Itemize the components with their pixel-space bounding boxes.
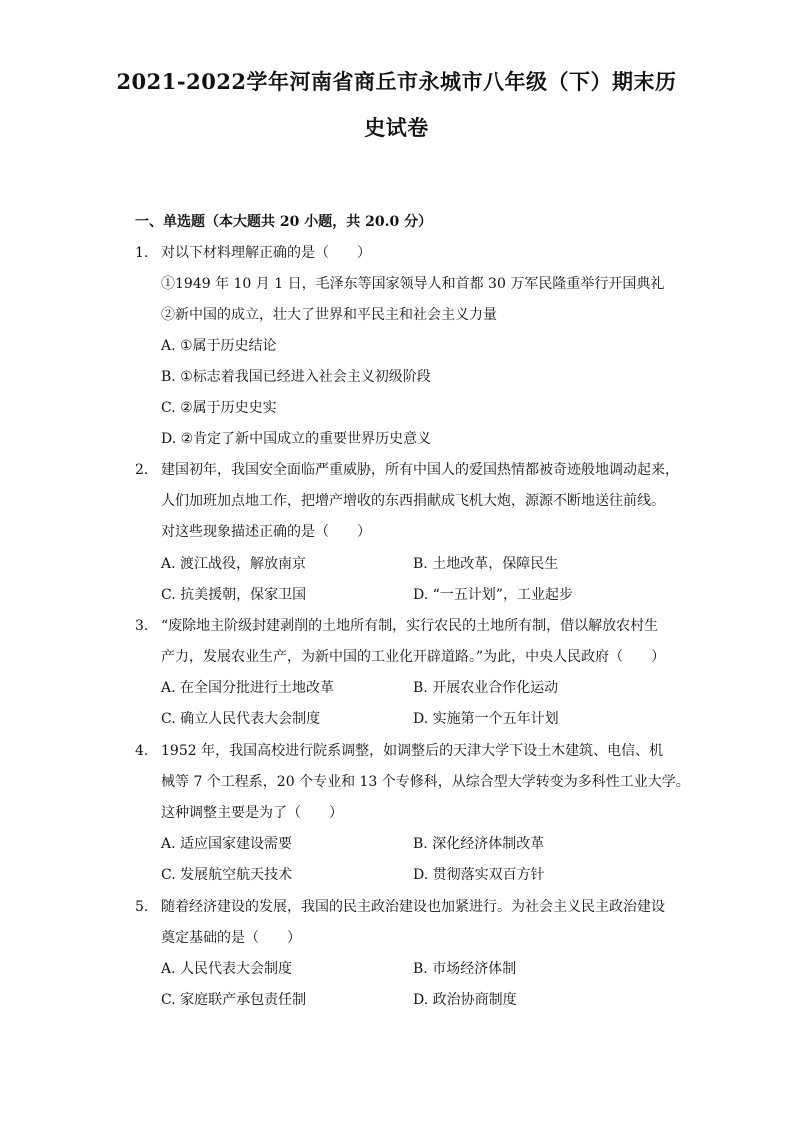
question-4-option-d: D. 贯彻落实双百方针 <box>413 867 545 883</box>
question-2-option-b: B. 土地改革，保障民生 <box>413 556 559 572</box>
question-4-number: 4. <box>135 743 149 759</box>
question-5-option-d: D. 政治协商制度 <box>413 992 517 1008</box>
question-4-option-a: A. 适应国家建设需要 <box>161 836 293 852</box>
question-1-option-b: B. ①标志着我国已经进入社会主义初级阶段 <box>161 369 431 385</box>
exam-title-line-1: 2021-2022学年河南省商丘市永城市八年级（下）期末历 <box>116 69 677 94</box>
question-1-stem: 对以下材料理解正确的是（ ） <box>161 245 371 261</box>
question-4-option-c: C. 发展航空航天技术 <box>161 867 293 883</box>
question-3-option-a: A. 在全国分批进行土地改革 <box>161 680 335 696</box>
section-heading: 一、单选题（本大题共 20 小题，共 20.0 分） <box>135 214 433 230</box>
question-5-option-b: B. 市场经济体制 <box>413 961 517 977</box>
question-4-stem-line-1: 1952 年，我国高校进行院系调整，如调整后的天津大学下设土木建筑、电信、机 <box>161 743 664 759</box>
question-2-stem-line-1: 建国初年，我国安全面临严重威胁，所有中国人的爱国热情都被奇迹般地调动起来， <box>161 462 679 478</box>
question-5-option-c: C. 家庭联产承包责任制 <box>161 992 307 1008</box>
exam-title-line-2: 史试卷 <box>364 115 429 140</box>
question-4-stem-line-2: 械等 7 个工程系，20 个专业和 13 个专修科，从综合型大学转变为多科性工业大学。 <box>161 774 690 790</box>
question-3-option-c: C. 确立人民代表大会制度 <box>161 711 321 727</box>
question-1-number: 1. <box>135 245 149 261</box>
question-4-option-b: B. 深化经济体制改革 <box>413 836 545 852</box>
question-2-number: 2. <box>135 462 149 478</box>
question-5-option-a: A. 人民代表大会制度 <box>161 961 293 977</box>
question-2-option-a: A. 渡江战役，解放南京 <box>161 556 307 572</box>
question-2-stem-line-2: 人们加班加点地工作，把增产增收的东西捐献成飞机大炮，源源不断地送往前线。 <box>161 493 665 509</box>
question-3-stem-line-2: 产力，发展农业生产，为新中国的工业化开辟道路。”为此，中央人民政府（ ） <box>161 649 666 665</box>
question-2-stem-line-3: 对这些现象描述正确的是（ ） <box>161 524 371 540</box>
question-1-material-1: ①1949 年 10 月 1 日，毛泽东等国家领导人和首都 30 万军民隆重举行开国典礼 <box>161 276 665 292</box>
question-3-stem-line-1: “废除地主阶级封建剥削的土地所有制，实行农民的土地所有制，借以解放农村生 <box>161 618 659 634</box>
question-5-stem-line-1: 随着经济建设的发展，我国的民主政治建设也加紧进行。为社会主义民主政治建设 <box>161 899 665 915</box>
question-3-number: 3. <box>135 618 149 634</box>
question-1-option-a: A. ①属于历史结论 <box>161 338 277 354</box>
question-5-number: 5. <box>135 899 149 915</box>
question-4-stem-line-3: 这种调整主要是为了（ ） <box>161 805 343 821</box>
question-2-option-d: D. “一五计划”，工业起步 <box>413 587 573 603</box>
question-1-material-2: ②新中国的成立，壮大了世界和平民主和社会主义力量 <box>161 307 497 323</box>
question-2-option-c: C. 抗美援朝，保家卫国 <box>161 587 307 603</box>
question-1-option-d: D. ②肯定了新中国成立的重要世界历史意义 <box>161 431 432 447</box>
question-3-option-b: B. 开展农业合作化运动 <box>413 680 559 696</box>
question-5-stem-line-2: 奠定基础的是（ ） <box>161 930 301 946</box>
question-3-option-d: D. 实施第一个五年计划 <box>413 711 559 727</box>
question-1-option-c: C. ②属于历史史实 <box>161 400 277 416</box>
